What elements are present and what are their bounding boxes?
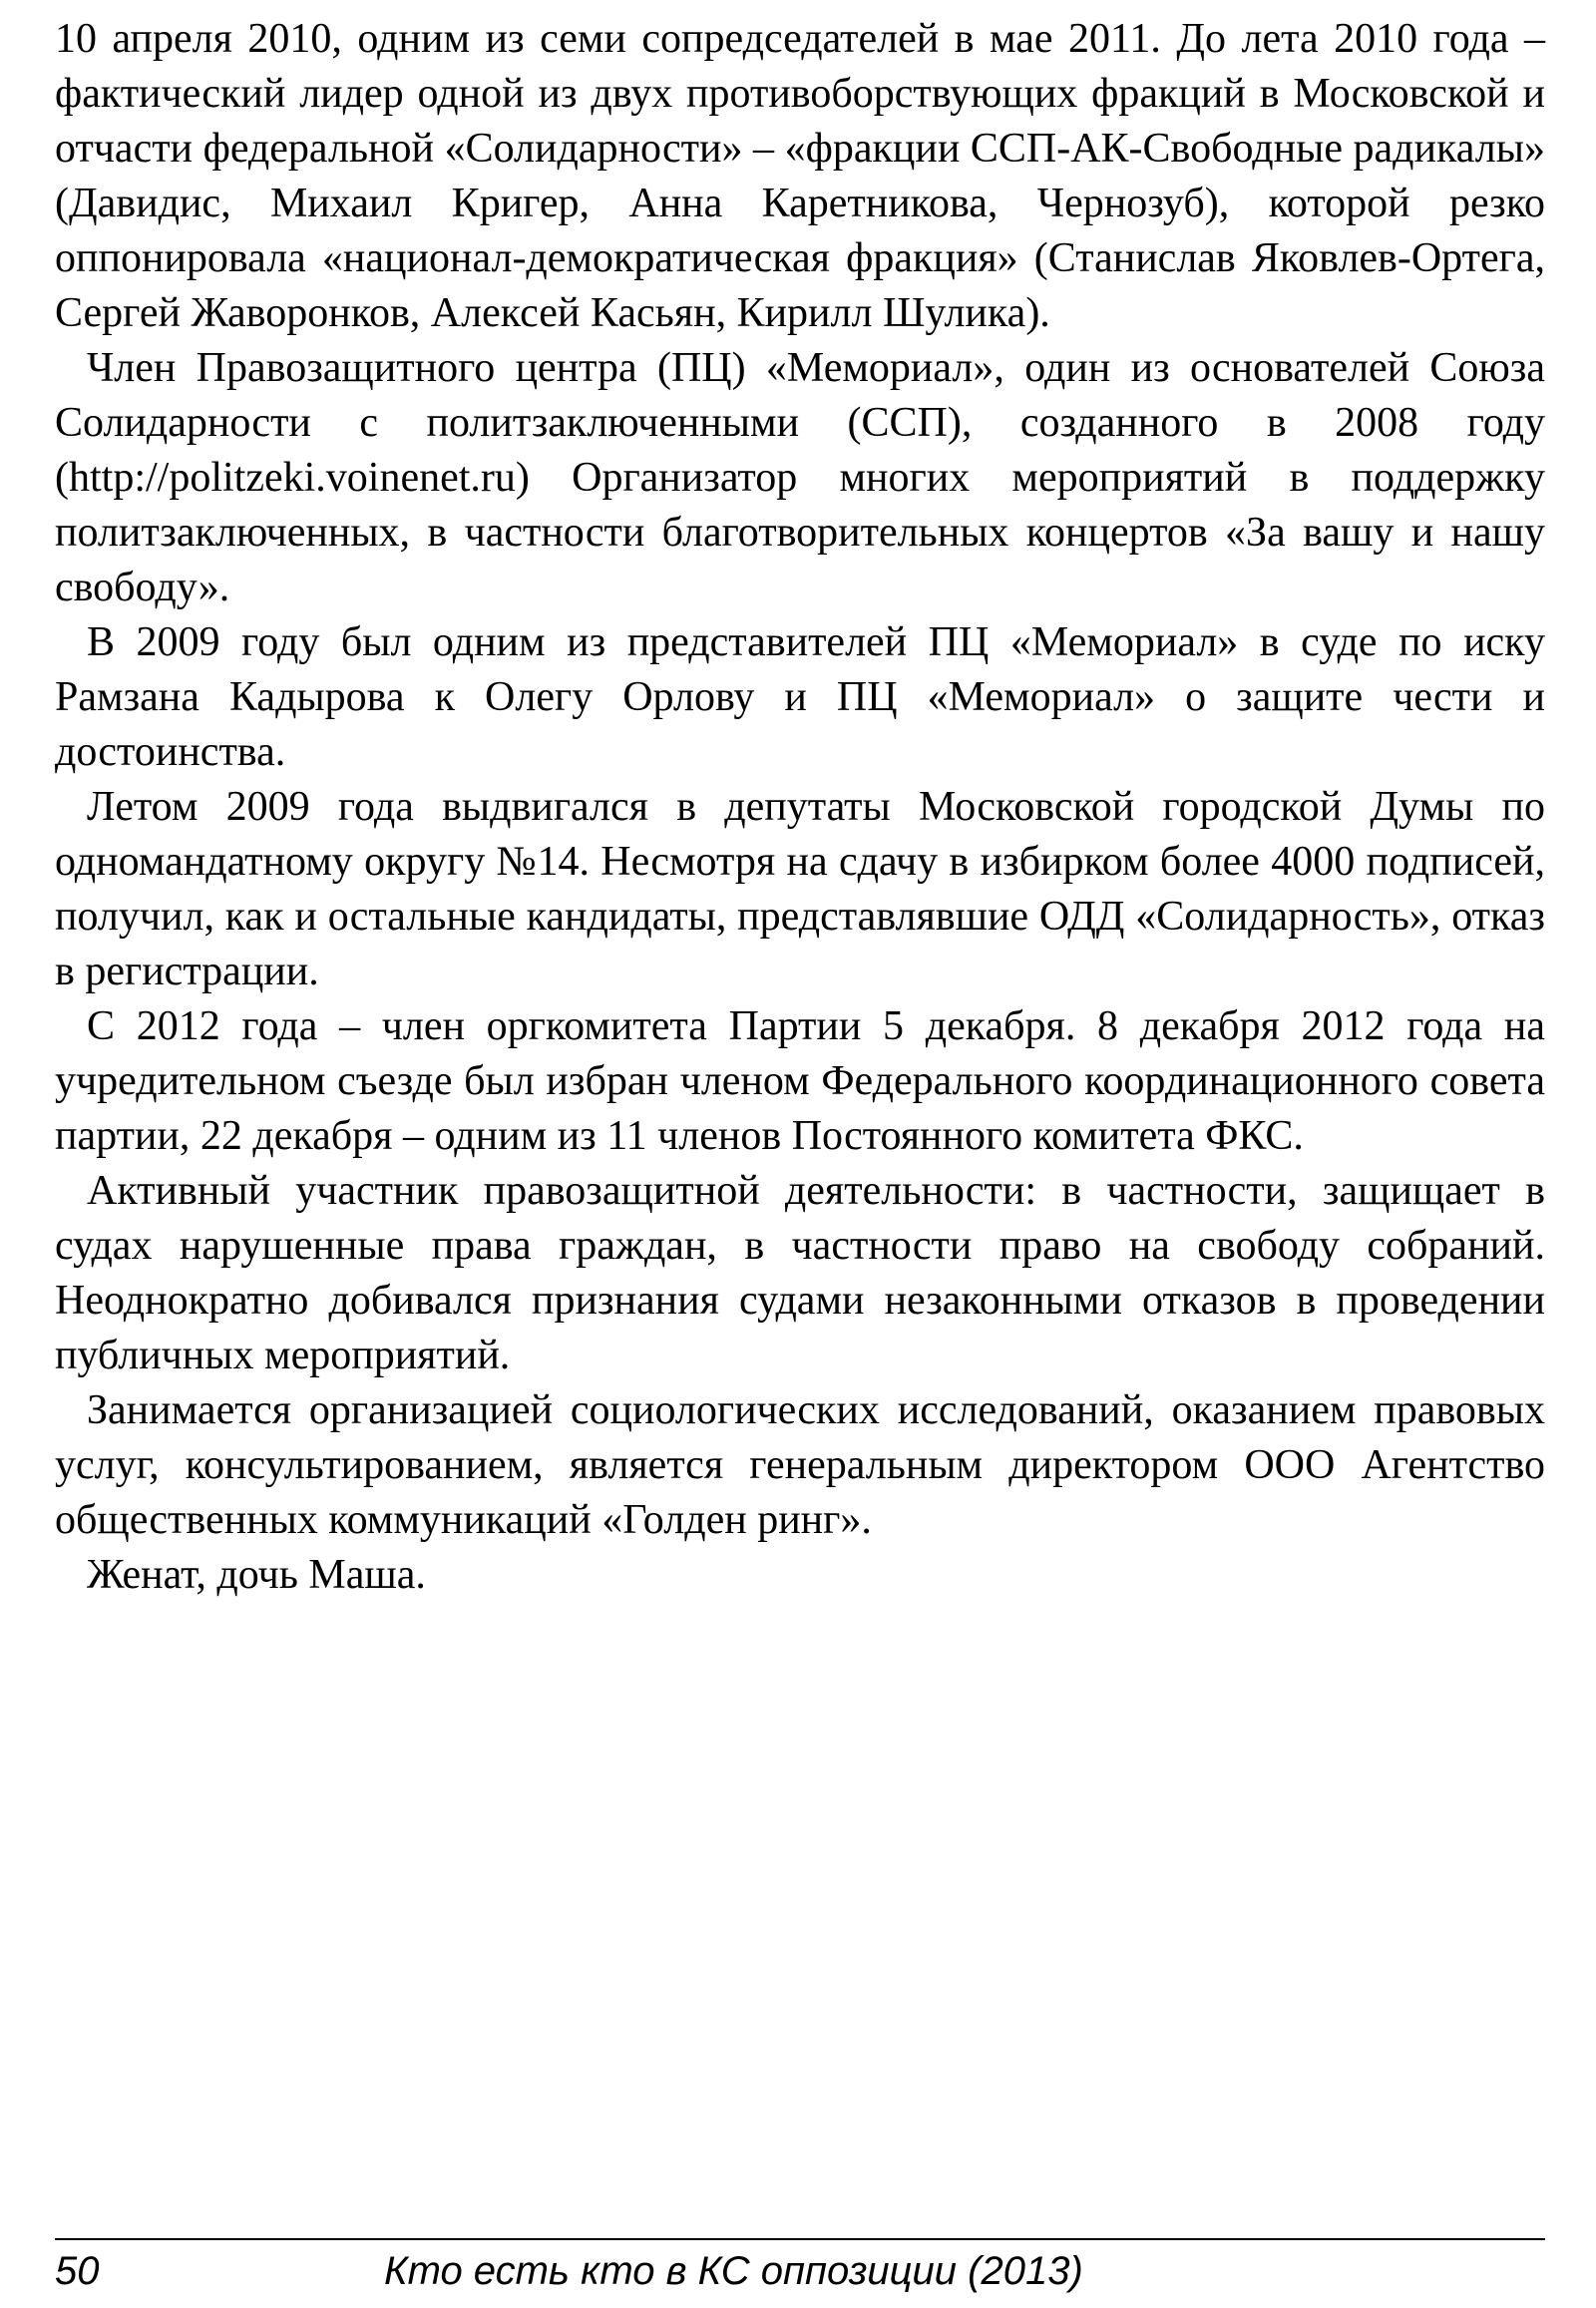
paragraph-party-membership: С 2012 года – член оргкомитета Партии 5 декабря. 8 декабря 2012 года на учредительном съезде был избран членом Федерального координационного совета партии, 22 декабря – одним из 11 членов Постоянного комитета ФКС. <box>55 1003 1545 1159</box>
paragraph-continuation: 10 апреля 2010, одним из семи сопредседателей в мае 2011. До лета 2010 года – фактический лидер одной из двух противоборствующих фракций в Московской и отчасти федеральной «Солидарности» – «фракции ССП-АК-Свободные радикалы» (Давидис, Михаил Кригер, Анна Каретникова, Чернозуб), которой резко оппонировала «национал-демократическая фракция» (Станислав Яковлев-Ортега, Сергей Жаворонков, Алексей Касьян, Кирилл Шулика). <box>55 16 1545 336</box>
paragraph-duma-candidacy: Летом 2009 года выдвигался в депутаты Московской городской Думы по одномандатному округу №14. Несмотря на сдачу в избирком более 4000 подписей, получил, как и остальные кандидаты, представлявшие ОДД «Солидарность», отказ в регистрации. <box>55 784 1545 994</box>
paragraph-court-representation: В 2009 году был одним из представителей ПЦ «Мемориал» в суде по иску Рамзана Кадырова к Олегу Орлову и ПЦ «Мемориал» о защите чести и достоинства. <box>55 619 1545 775</box>
paragraph-human-rights-activity: Активный участник правозащитной деятельности: в частности, защищает в судах нарушенные права граждан, в частности право на свободу собраний. Неоднократно добивался признания судами незаконными отказов в проведении публичных мероприятий. <box>55 1168 1545 1378</box>
footer-divider <box>55 2238 1545 2240</box>
page-number: 50 <box>55 2249 100 2293</box>
running-title: Кто есть кто в КС оппозиции (2013) <box>384 2249 1083 2293</box>
body-text <box>55 12 1545 1603</box>
paragraph-professional-activity: Занимается организацией социологических исследований, оказанием правовых услуг, консультированием, является генеральным директором ООО Агентство общественных коммуникаций «Голден ринг». <box>55 1387 1545 1543</box>
paragraph-memorial-membership: Член Правозащитного центра (ПЦ) «Мемориал», один из основателей Союза Солидарности с политзаключенными (ССП), созданного в 2008 году (http://politzeki.voinenet.ru) Организатор многих мероприятий в поддержку политзаключенных, в частности благотворительных концертов «За вашу и нашу свободу». <box>55 345 1545 610</box>
paragraph-family: Женат, дочь Маша. <box>87 1552 426 1598</box>
page-footer <box>55 2246 1545 2296</box>
